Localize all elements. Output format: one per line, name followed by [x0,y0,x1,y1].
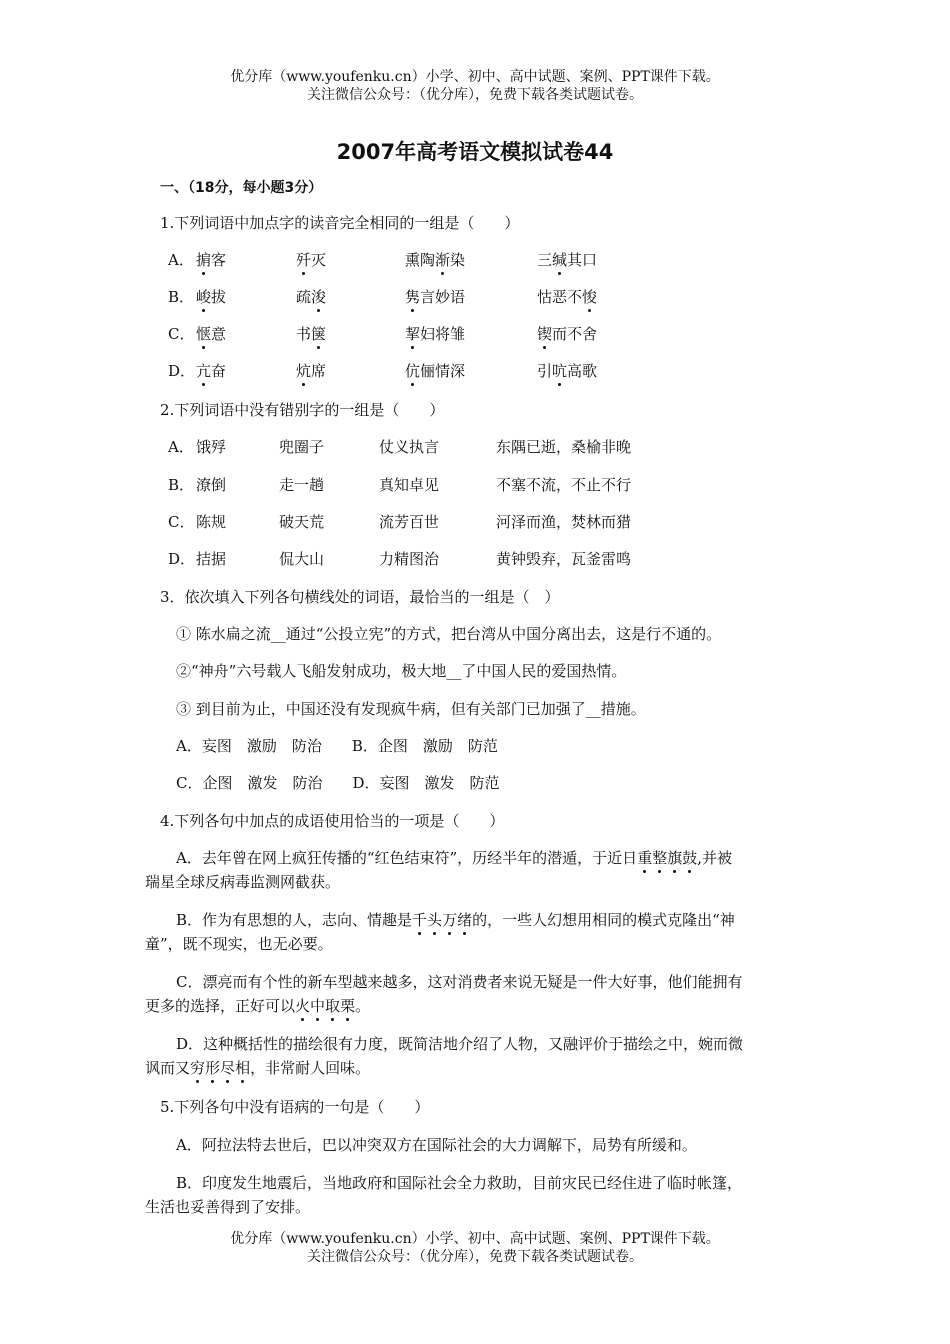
q1-d-word-3: 伉俪情深 [405,362,466,380]
q3-sentence-1: ① 陈水扁之流__通过“公投立宪”的方式，把台湾从中国分离出去，这是行不通的。 [176,625,722,643]
emphasis-char: 万 [442,911,458,929]
q4-c-idiom [295,997,355,1015]
q1-stem: 1.下列词语中加点字的读音完全相同的一组是（ ） [160,214,520,232]
q2-b-word-1: 潦倒 [196,476,227,494]
q3-options-ab: A．妄图 激励 防治 B．企图 激励 防范 [176,737,498,755]
q1-c-label: C． [168,325,195,343]
q4-option-b-line-2: 童”，既不现实，也无必要。 [145,935,333,953]
q1-b-word-3-dotted: 隽 [405,288,421,306]
q2-c-word-1: 陈规 [196,513,227,531]
q1-d-word-4-dotted: 吭 [552,362,568,380]
q4-option-c-line-2: 更多的选择，正好可以火中取栗。 [145,997,371,1015]
q3-sentence-3: ③ 到目前为止，中国还没有发现疯牛病，但有关部门已加强了__措施。 [176,700,646,718]
emphasis-char: 整 [652,849,668,867]
q2-b-label: B． [168,476,195,494]
q1-d-word-1: 亢奋 [196,362,227,380]
q1-a-word-1-dotted: 掮 [196,251,212,269]
site-header-line-1: 优分库（www.youfenku.cn）小学、初中、高中试题、案例、PPT课件下载。 [230,69,720,85]
q1-c-word-2: 书箧 [296,325,327,343]
q1-c-word-4-dotted: 锲 [537,325,553,343]
q1-b-word-4-dotted: 悛 [582,288,598,306]
site-footer-line-2: 关注微信公众号：（优分库），免费下载各类试题试卷。 [307,1249,643,1265]
emphasis-char: 形 [205,1059,221,1077]
q1-d-word-1-dotted: 亢 [196,362,212,380]
q2-d-word-1: 拮据 [196,550,227,568]
q4-a-idiom [637,849,697,867]
q5-option-b-line-2: 生活也妥善得到了安排。 [145,1198,311,1216]
emphasis-char: 鼓 [682,849,698,867]
q2-c-word-3: 流芳百世 [379,513,440,531]
q1-d-word-3-dotted: 伉 [405,362,421,380]
q4-option-a-line-1: A．去年曾在网上疯狂传播的“红色结束符”，历经半年的潜遁，于近日重整旗鼓,并被 [176,849,733,867]
q1-b-word-3: 隽言妙语 [405,288,466,306]
emphasis-char: 穷 [190,1059,206,1077]
q4-option-c-line-1: C．漂亮而有个性的新车型越来越多，这对消费者来说无疑是一件大好事，他们能拥有 [176,973,743,991]
q2-a-word-2: 兜圈子 [279,438,325,456]
q1-b-word-2: 疏浚 [296,288,327,306]
q2-c-word-2: 破天荒 [279,513,325,531]
emphasis-char: 头 [427,911,443,929]
q2-c-label: C． [168,513,195,531]
page-title: 2007年高考语文模拟试卷44 [336,140,614,164]
emphasis-char: 绪 [457,911,473,929]
emphasis-char: 相 [235,1059,251,1077]
q2-d-word-3: 力精图治 [379,550,440,568]
q2-d-label: D． [168,550,196,568]
q2-c-word-4: 河泽而渔，焚林而猎 [496,513,632,531]
emphasis-char: 千 [412,911,428,929]
q2-stem: 2.下列词语中没有错别字的一组是（ ） [160,401,445,419]
q1-c-word-3-dotted: 挈 [405,325,421,343]
q2-a-word-1: 饿殍 [196,438,227,456]
q1-a-word-1: 掮客 [196,251,227,269]
q1-c-word-1-dotted: 惬 [196,325,212,343]
q1-c-word-3: 挈妇将雏 [405,325,466,343]
site-footer-line-1: 优分库（www.youfenku.cn）小学、初中、高中试题、案例、PPT课件下载。 [230,1231,720,1247]
q2-a-label: A． [168,438,194,456]
q4-option-b-line-1: B．作为有思想的人，志向、情趣是千头万绪的，一些人幻想用相同的模式克隆出“神 [176,911,735,929]
q1-d-word-2: 炕席 [296,362,327,380]
q4-d-idiom [190,1059,250,1077]
q1-d-word-4: 引吭高歌 [537,362,598,380]
emphasis-char: 取 [325,997,341,1015]
q1-a-word-4: 三缄其口 [537,251,598,269]
q4-stem: 4.下列各句中加点的成语使用恰当的一项是（ ） [160,812,505,830]
q5-option-b-line-1: B．印度发生地震后，当地政府和国际社会全力救助，目前灾民已经住进了临时帐篷， [176,1174,743,1192]
q1-b-word-1-dotted: 峻 [196,288,212,306]
emphasis-char: 火 [295,997,311,1015]
q1-d-label: D． [168,362,196,380]
q1-a-word-2-dotted: 歼 [296,251,312,269]
q5-option-a: A．阿拉法特去世后，巴以冲突双方在国际社会的大力调解下，局势有所缓和。 [176,1136,697,1154]
q2-a-word-3: 仗义执言 [379,438,440,456]
q1-b-word-2-dotted: 浚 [311,288,327,306]
q3-stem: 3．依次填入下列各句横线处的词语，最恰当的一组是（ ） [160,588,560,606]
q1-b-label: B． [168,288,195,306]
q3-options-cd: C．企图 激发 防治 D．妄图 激发 防范 [176,774,500,792]
emphasis-char: 重 [637,849,653,867]
q3-sentence-2: ②“神舟”六号载人飞船发射成功，极大地__了中国人民的爱国热情。 [176,662,627,680]
q1-d-word-2-dotted: 炕 [296,362,312,380]
emphasis-char: 旗 [667,849,683,867]
q2-b-word-3: 真知卓见 [379,476,440,494]
q2-a-word-4: 东隅已逝，桑榆非晚 [496,438,632,456]
q4-b-idiom [412,911,472,929]
q1-c-word-2-dotted: 箧 [311,325,327,343]
q2-b-word-4: 不塞不流，不止不行 [496,476,632,494]
emphasis-char: 尽 [220,1059,236,1077]
section-heading: 一、（18分，每小题3分） [160,180,323,196]
q2-d-word-4: 黄钟毁弃，瓦釜雷鸣 [496,550,632,568]
q1-a-label: A． [168,251,194,269]
q1-a-word-4-dotted: 缄 [552,251,568,269]
q4-option-d-line-2: 讽而又穷形尽相，非常耐人回味。 [145,1059,371,1077]
q1-c-word-1: 惬意 [196,325,227,343]
site-header-line-2: 关注微信公众号：（优分库），免费下载各类试题试卷。 [307,87,643,103]
q1-a-word-2: 歼灭 [296,251,327,269]
q1-c-word-4: 锲而不舍 [537,325,598,343]
q5-stem: 5.下列各句中没有语病的一句是（ ） [160,1098,430,1116]
emphasis-char: 栗 [340,997,356,1015]
q2-d-word-2: 侃大山 [279,550,325,568]
q1-b-word-4: 怙恶不悛 [537,288,598,306]
q1-b-word-1: 峻拔 [196,288,227,306]
q1-a-word-3-dotted: 渐 [435,251,451,269]
emphasis-char: 中 [310,997,326,1015]
q4-option-a-line-2: 瑞星全球反病毒监测网截获。 [145,873,341,891]
q2-b-word-2: 走一趟 [279,476,325,494]
q1-a-word-3: 熏陶渐染 [405,251,466,269]
q4-option-d-line-1: D．这种概括性的描绘很有力度，既简洁地介绍了人物，又融评价于描绘之中，婉而微 [176,1035,744,1053]
